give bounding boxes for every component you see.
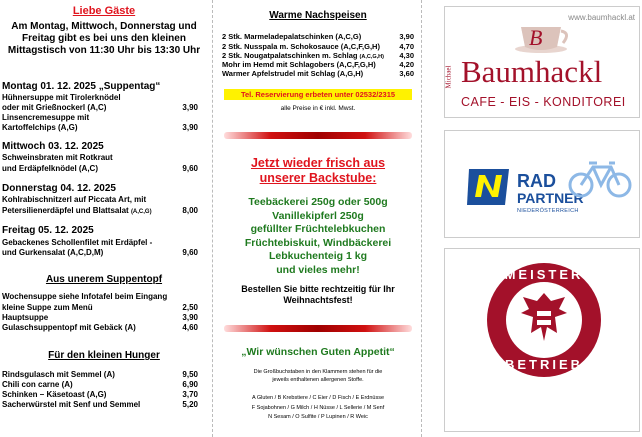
bakery-title-line: Jetzt wieder frisch aus (250, 156, 386, 170)
seal-bottom-text: BETRIEB (504, 357, 584, 372)
dish-price: 3,90 (182, 313, 198, 322)
dish-name: Gebackenes Schollenfilet mit Erdäpfel - (2, 238, 153, 247)
menu-row (2, 103, 198, 113)
menu-row (2, 323, 198, 333)
dish-name: Hauptsuppe (2, 313, 49, 322)
menu-row (2, 238, 198, 248)
baumhackl-logo (444, 6, 640, 118)
dish-name: Rindsgulasch mit Semmel (A) (2, 370, 115, 379)
dessert-price: 4,20 (399, 60, 414, 69)
dessert-name: Warmer Apfelstrudel mit Schlag (A,G,H) (222, 69, 364, 78)
column-divider-2 (421, 0, 422, 437)
dessert-row (222, 32, 414, 41)
dessert-row (222, 42, 414, 51)
radpartner-logo (444, 130, 640, 238)
snack-section-title: Für den kleinen Hunger (48, 350, 160, 361)
menu-row (2, 313, 198, 323)
day-heading: Donnerstag 04. 12. 2025 (2, 183, 116, 194)
reservation-banner: Tel. Reservierung erbeten unter 02532/2315 (224, 89, 412, 100)
allergen-line: F Sojabohnen / G Milch / H Nüsse / L Sellerie / M Senf (251, 404, 385, 411)
bakery-item: Teebäckerei 250g oder 500g (248, 196, 388, 208)
day-heading: Montag 01. 12. 2025 „Suppentag“ (2, 81, 161, 92)
dish-name: Schweinsbraten mit Rotkraut (2, 153, 113, 162)
allergen-line: A Gluten / B Krebstiere / C Eier / D Fisch / E Erdnüsse (251, 395, 385, 401)
dish-name: Hühnersuppe mit Tirolerknödel (2, 93, 121, 102)
bakery-item: Vanillekipferl 250g (272, 209, 364, 222)
menu-row (2, 153, 198, 163)
dish-price: 2,50 (182, 303, 198, 312)
lunch-intro (0, 21, 208, 57)
dish-name: kleine Suppe zum Menü (2, 303, 93, 312)
day-heading: Mittwoch 03. 12. 2025 (2, 141, 104, 152)
dish-name: Kartoffelchips (A,G) (2, 123, 78, 132)
dish-price: 5,20 (182, 400, 198, 409)
dessert-row (222, 60, 414, 69)
dessert-price: 4,30 (399, 51, 414, 60)
dish-price: 4,60 (182, 323, 198, 332)
allergen-codes: (A,C,G) (130, 209, 152, 215)
order-note (218, 284, 418, 306)
coffee-cup-icon (509, 15, 573, 55)
logo-first-name (444, 59, 461, 99)
dish-price: 9,60 (182, 248, 198, 257)
bicycle-icon (567, 159, 633, 199)
bakery-item: und vieles mehr! (276, 263, 360, 276)
dessert-name: 2 Stk. Marmeladepalatschinken (A,C,G) (222, 32, 362, 41)
menu-row (2, 292, 198, 302)
order-note-line: Bestellen Sie bitte rechtzeitig für Ihr (241, 284, 395, 294)
prices-note: alle Preise in € inkl. Mwst. (280, 105, 356, 112)
partner-label: PARTNER (517, 190, 584, 206)
logo-name: Baumhackl (461, 54, 603, 89)
intro-line: Freitag gibt es bei uns den kleinen (22, 33, 186, 44)
dish-name: Kohlrabischnitzerl auf Piccata Art, mit (2, 195, 147, 204)
greeting-title: Liebe Gäste (72, 5, 136, 17)
menu-row (2, 248, 198, 258)
day-heading: Freitag 05. 12. 2025 (2, 225, 94, 236)
bakery-title (218, 156, 418, 186)
dessert-name: Mohr im Hemd mit Schlagobers (A,C,F,G,H) (222, 60, 376, 69)
dish-price: 9,50 (182, 370, 198, 379)
dish-name: und Erdäpfelknödel (A,C) (2, 164, 98, 173)
menu-row (2, 400, 198, 410)
menu-row (2, 195, 198, 205)
menu-row (2, 93, 198, 103)
dish-price: 3,70 (182, 390, 198, 399)
dish-name: oder mit Grießnockerl (A,C) (2, 103, 107, 112)
rad-label: RAD (517, 171, 556, 191)
menu-row (2, 370, 198, 380)
meisterbetrieb-box (444, 248, 640, 432)
dessert-name: 2 Stk. Nusspala m. Schokosauce (A,C,F,G,H) (222, 42, 380, 51)
dessert-row (222, 69, 414, 78)
dish-name: Linsencremesuppe mit (2, 113, 90, 122)
menu-row (2, 123, 198, 133)
menu-row (2, 206, 198, 217)
logo-first-name-text: Michael (444, 65, 453, 89)
dish-name: Schinken – Käsetoast (A,G) (2, 390, 107, 399)
order-note-line: Weihnachtsfest! (283, 295, 353, 305)
dish-price: 8,00 (182, 206, 198, 215)
column-divider-1 (212, 0, 213, 437)
dish-name: und Gurkensalat (A,C,D,M) (2, 248, 104, 257)
dessert-price: 3,90 (399, 32, 414, 41)
region-label: NIEDERÖSTERREICH (517, 208, 579, 214)
bakery-item: Früchtebiskuit, Windbäckerei (244, 236, 392, 249)
menu-row (2, 303, 198, 313)
red-divider (224, 325, 412, 332)
dish-price: 6,90 (182, 380, 198, 389)
red-divider (224, 132, 412, 139)
menu-row (2, 380, 198, 390)
dessert-price: 4,70 (399, 42, 414, 51)
dish-price: 9,60 (182, 164, 198, 173)
bakery-item: gefüllter Früchtelebkuchen (250, 223, 386, 235)
allergen-intro (218, 368, 418, 384)
lunch-column (0, 0, 208, 437)
warm-desserts-title: Warme Nachspeisen (269, 10, 367, 21)
seal-top-text: MEISTER (504, 267, 584, 282)
allergen-intro-line: Die Großbuchstaben in den Klammern stehen für die (253, 369, 383, 375)
dish-name: Petersilienerdäpfel und Blattsalat (2, 206, 129, 215)
dessert-column (218, 0, 418, 437)
dish-price: 3,90 (182, 123, 198, 132)
allergen-codes: (A,C,G,H) (359, 54, 384, 60)
soup-section-title: Aus unerem Suppentopf (45, 274, 163, 285)
intro-line: Mittagstisch von 11:30 Uhr bis 13:30 Uhr (7, 45, 201, 56)
allergen-intro-line: jeweils enthaltenen allergenen Stoffe. (272, 377, 364, 383)
intro-line: Am Montag, Mittwoch, Donnerstag und (11, 21, 197, 32)
dessert-price: 3,60 (399, 69, 414, 78)
bakery-title-line: unserer Backstube: (259, 171, 377, 185)
noe-badge-icon (465, 167, 513, 207)
bakery-list (218, 196, 418, 277)
logo-tagline: CAFE - EIS - KONDITOREI (461, 95, 626, 109)
menu-row (2, 390, 198, 400)
dish-name: Sacherwürstel mit Senf und Semmel (2, 400, 141, 409)
dish-name: Wochensuppe siehe Infotafel beim Eingang (2, 292, 168, 301)
dish-name: Chili con carne (A) (2, 380, 73, 389)
dessert-name: 2 Stk. Nougatpalatschinken m. Schlag (222, 51, 358, 60)
website-url: www.baumhackl.at (568, 13, 635, 22)
menu-row (2, 164, 198, 174)
dish-name: Gulaschsuppentopf mit Gebäck (A) (2, 323, 136, 332)
dish-price: 3,90 (182, 103, 198, 112)
svg-text:B: B (529, 25, 543, 50)
menu-row (2, 113, 198, 123)
logo-column (428, 0, 642, 437)
appetite-wish: „Wir wünschen Guten Appetit“ (241, 346, 395, 358)
allergen-line: N Sesam / O Sulfite / P Lupinen / R Weic (268, 414, 368, 420)
allergen-legend (218, 394, 418, 423)
bakery-item: Lebkuchenteig 1 kg (268, 250, 368, 262)
